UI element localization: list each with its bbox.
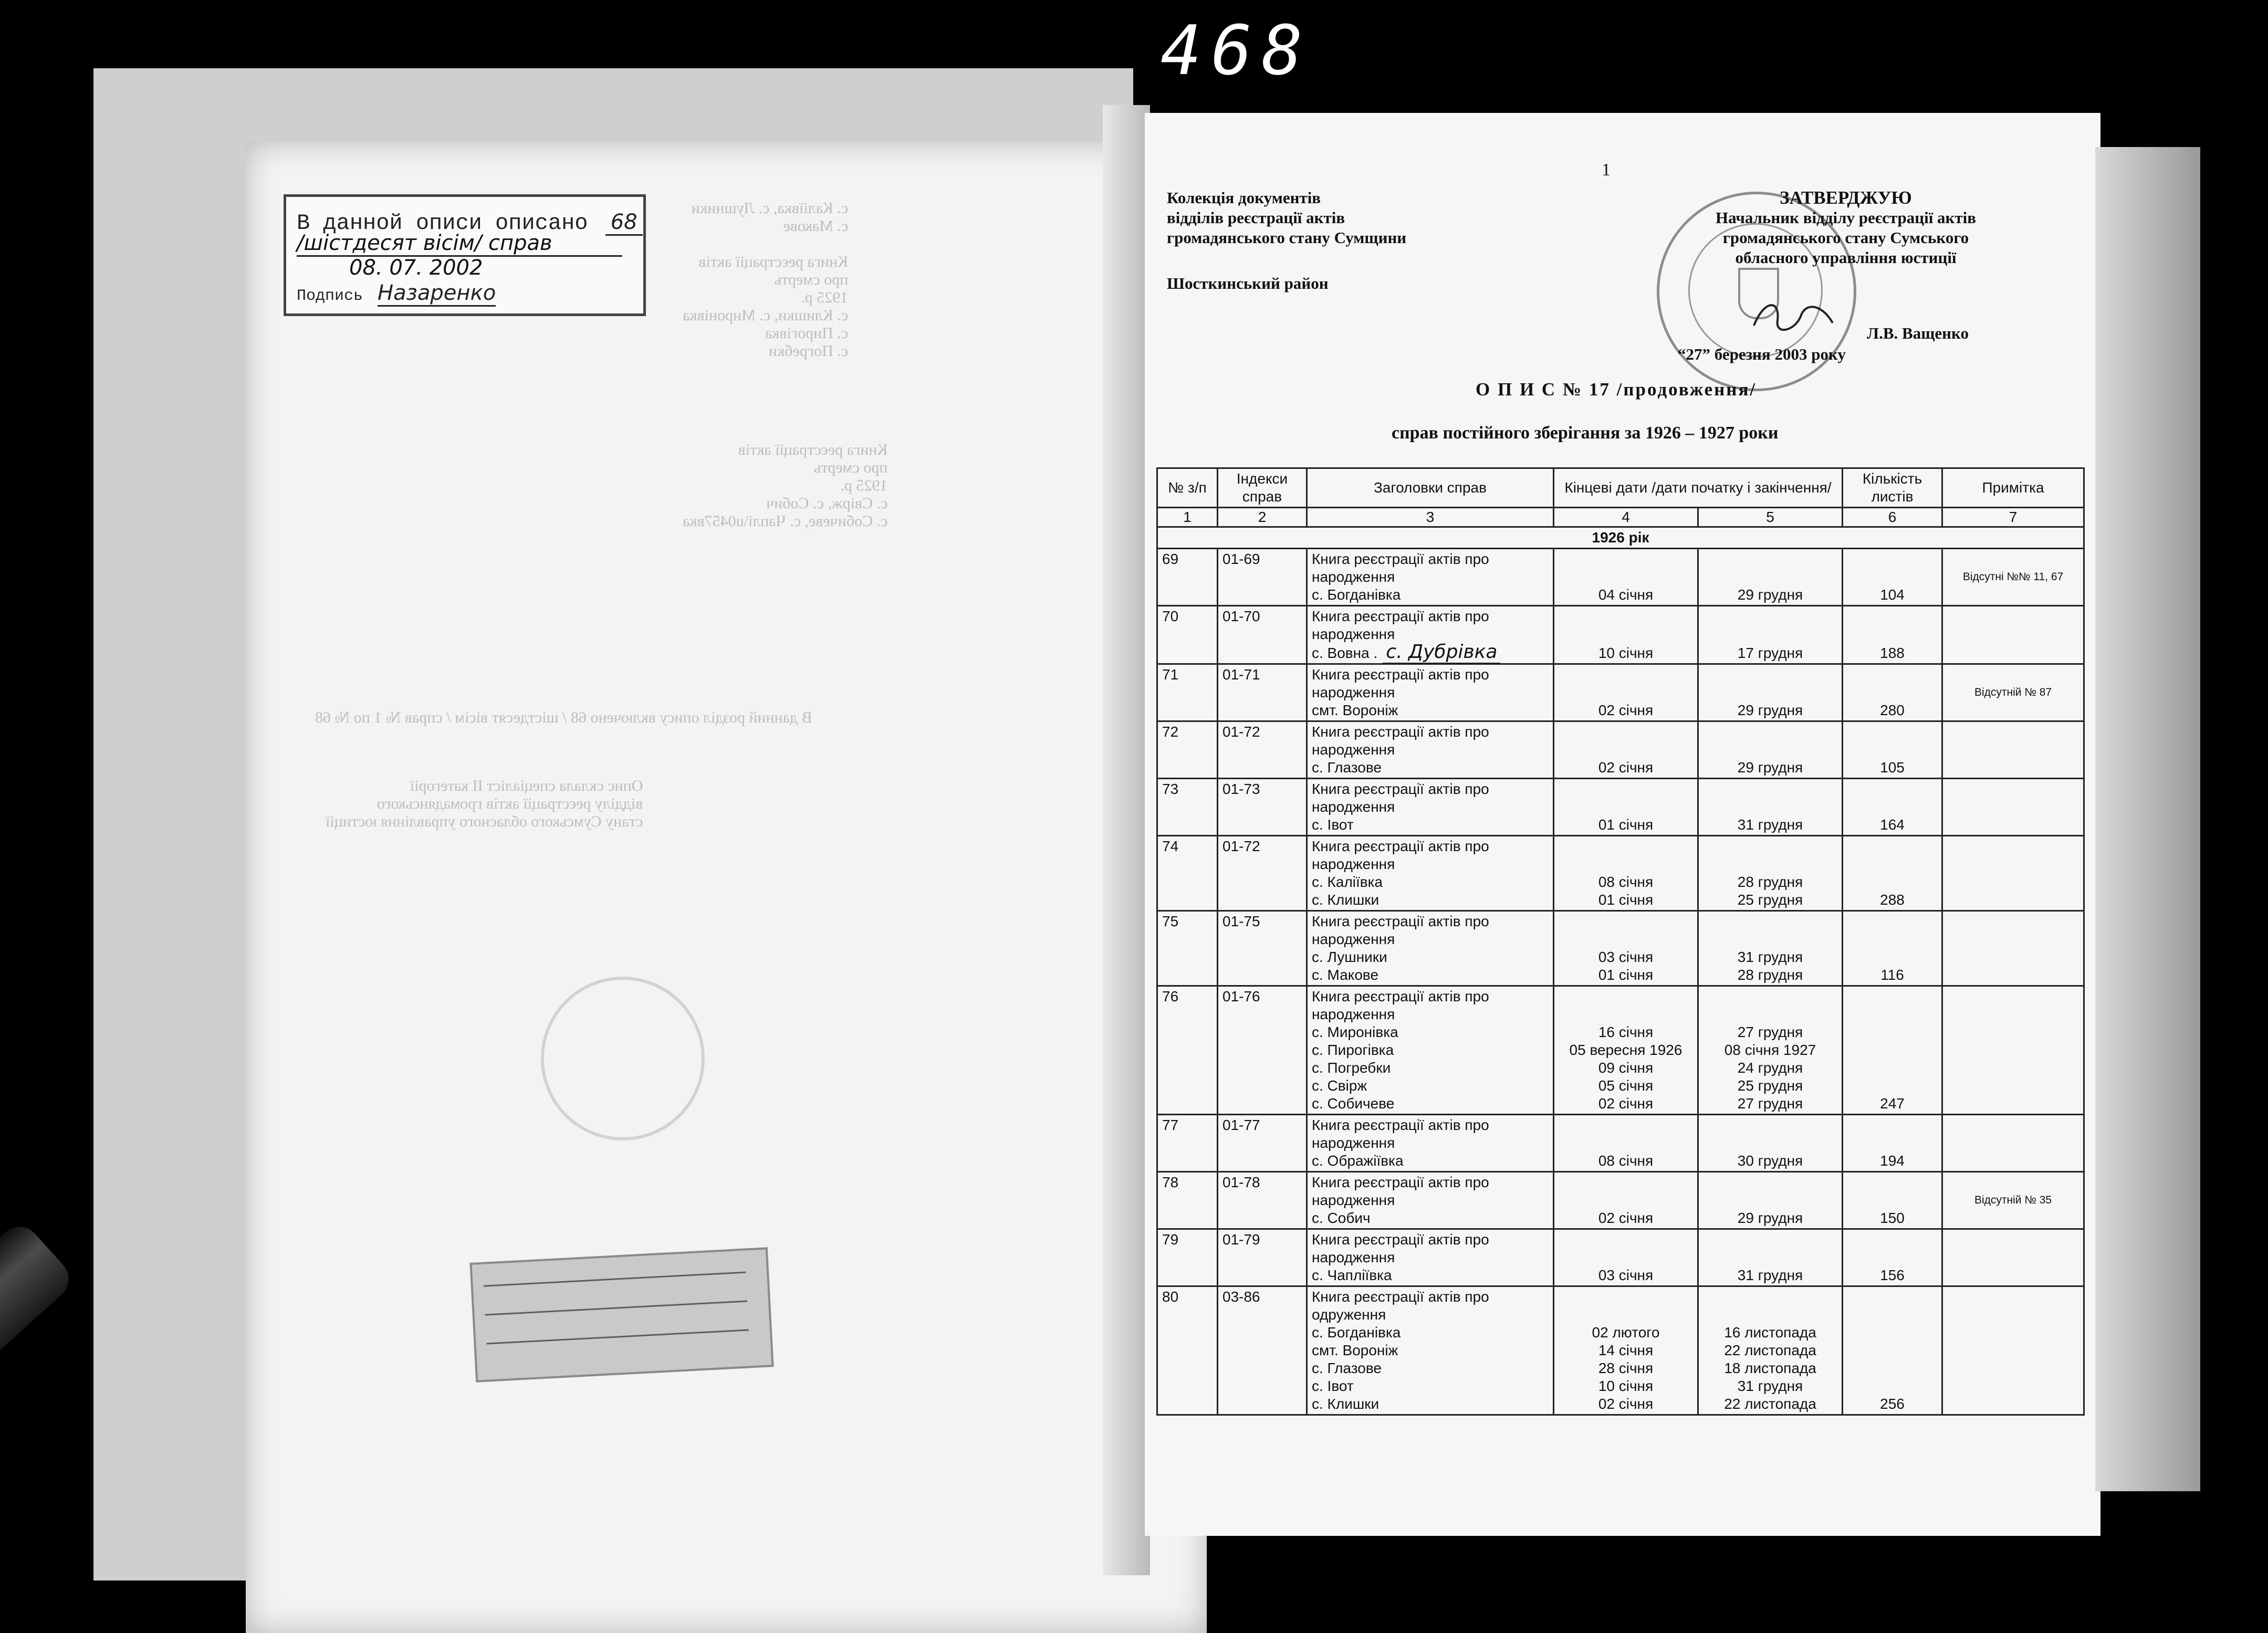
title-line: с. Пирогівка (1312, 1042, 1394, 1058)
row-title (1307, 1115, 1554, 1172)
row-sheet-count: 116 (1843, 911, 1942, 986)
row-sheet-count: 256 (1843, 1286, 1942, 1415)
row-index: 01-75 (1218, 911, 1307, 986)
title-line: Книга реєстрації актів про (1312, 838, 1489, 854)
row-end-dates (1698, 986, 1843, 1115)
approval-block (1680, 188, 2011, 268)
start-date: 03 січня (1598, 1267, 1654, 1283)
title-line: Книга реєстрації актів про (1312, 1117, 1489, 1133)
bleed-through-text: с. Каліївка, с. Лушники с. Макове Книга реєстрації актів про смерть 1925 р. с. Клишки, с. Миронівка с. Пирогівка с. Погребки (683, 200, 849, 360)
table-row (1157, 664, 2084, 721)
row-index: 01-79 (1218, 1229, 1307, 1286)
inventory-subtitle: справ постійного зберігання за 1926 – 1927 роки (1392, 423, 1779, 443)
row-note (1942, 1286, 2084, 1415)
title-line: народження (1312, 799, 1395, 815)
row-note (1942, 911, 2084, 986)
end-date: 28 грудня (1737, 874, 1803, 890)
end-date: 29 грудня (1737, 759, 1803, 776)
row-end-dates (1698, 664, 1843, 721)
row-start-dates (1554, 721, 1698, 779)
row-index: 03-86 (1218, 1286, 1307, 1415)
col-number: 1 (1157, 508, 1218, 527)
title-line: с. Івот (1312, 816, 1354, 833)
row-end-dates (1698, 836, 1843, 911)
row-number: 74 (1157, 836, 1218, 911)
title-line: с. Собич (1312, 1210, 1371, 1226)
page-edges (2095, 147, 2200, 1491)
row-title (1307, 549, 1554, 606)
row-index: 01-78 (1218, 1172, 1307, 1229)
start-date: 02 січня (1598, 1095, 1654, 1112)
col-number: 5 (1698, 508, 1843, 527)
bleed-through-text-4: Опис склала спеціаліст II категорії відділу реєстрації актів громадянського стану Сумського обласного управління юстиції (326, 777, 643, 830)
row-index: 01-70 (1218, 606, 1307, 664)
title-line: одруження (1312, 1306, 1386, 1323)
row-title (1307, 1286, 1554, 1415)
row-end-dates (1698, 1172, 1843, 1229)
title-line: с. Івот (1312, 1378, 1354, 1394)
end-date: 27 грудня (1737, 1095, 1803, 1112)
row-note (1942, 606, 2084, 664)
row-note: Відсутні №№ 11, 67 (1942, 549, 2084, 606)
title-line: с. Чапліївка (1312, 1267, 1392, 1283)
end-date: 16 листопада (1724, 1324, 1816, 1341)
title-line: с. Глазове (1312, 1360, 1382, 1376)
title-line: Книга реєстрації актів про (1312, 1289, 1489, 1305)
row-note (1942, 779, 2084, 836)
inventory-table (1156, 467, 2085, 1416)
row-index: 01-71 (1218, 664, 1307, 721)
stamp-signature: Назаренко (378, 281, 496, 307)
title-line: с. Ображіївка (1312, 1153, 1404, 1169)
start-date: 08 січня (1598, 874, 1654, 890)
row-title (1307, 986, 1554, 1115)
title-line: Книга реєстрації актів про (1312, 551, 1489, 567)
table-header-row (1157, 468, 2084, 508)
row-sheet-count: 247 (1843, 986, 1942, 1115)
start-date: 16 січня (1598, 1024, 1654, 1040)
row-sheet-count: 164 (1843, 779, 1942, 836)
start-date: 02 січня (1598, 702, 1654, 718)
title-line: Книга реєстрації актів про (1312, 724, 1489, 740)
approval-line: громадянського стану Сумського (1722, 228, 1969, 247)
stamp-rule (484, 1272, 746, 1287)
title-line: Книга реєстрації актів про (1312, 666, 1489, 683)
stamp-handwritten-date: 08. 07. 2002 (349, 256, 483, 280)
title-line: смт. Вороніж (1312, 1342, 1398, 1358)
start-date: 09 січня (1598, 1060, 1654, 1076)
row-end-dates (1698, 1286, 1843, 1415)
title-line: с. Богданівка (1312, 587, 1401, 603)
col-number: 4 (1554, 508, 1698, 527)
title-line: народження (1312, 1192, 1395, 1208)
row-start-dates (1554, 911, 1698, 986)
inventory-count-stamp (284, 194, 646, 316)
title-line: народження (1312, 684, 1395, 700)
start-date: 01 січня (1598, 816, 1654, 833)
bleed-through-text-2: Книга реєстрації актів про смерть 1925 р. с. Свірж, с. Собич с. Собичеве, с. Чаплі\u0457вка (683, 441, 888, 530)
title-line: народження (1312, 741, 1395, 758)
table-row (1157, 911, 2084, 986)
title-line: с. Богданівка (1312, 1324, 1401, 1341)
row-number: 78 (1157, 1172, 1218, 1229)
row-number: 70 (1157, 606, 1218, 664)
stamp-count: 68 (605, 210, 643, 236)
end-date: 31 грудня (1737, 1378, 1803, 1394)
header-index: Індекси справ (1218, 468, 1307, 508)
title-line: с. Миронівка (1312, 1024, 1398, 1040)
table-row (1157, 1115, 2084, 1172)
row-sheet-count: 288 (1843, 836, 1942, 911)
start-date: 10 січня (1598, 645, 1654, 661)
title-line: с. Погребки (1312, 1060, 1391, 1076)
table-row (1157, 1172, 2084, 1229)
stamp-signature-line (297, 281, 496, 305)
stamp-signature-label: Подпись (297, 287, 363, 305)
end-date: 29 грудня (1737, 587, 1803, 603)
title-line: с. Свірж (1312, 1077, 1367, 1094)
row-title (1307, 779, 1554, 836)
header-title: Заголовки справ (1307, 468, 1554, 508)
collection-line: відділів реєстрації актів (1167, 208, 1345, 227)
title-line: Книга реєстрації актів про (1312, 1231, 1489, 1248)
row-note (1942, 836, 2084, 911)
title-line: народження (1312, 856, 1395, 872)
title-line: народження (1312, 931, 1395, 947)
title-line: народження (1312, 1006, 1395, 1022)
title-line: с. Клишки (1312, 1396, 1379, 1412)
approval-line: обласного управління юстиції (1735, 248, 1957, 267)
page-number: 1 (1602, 160, 1611, 180)
col-number: 3 (1307, 508, 1554, 527)
title-line: с. Лушники (1312, 949, 1387, 965)
row-sheet-count: 194 (1843, 1115, 1942, 1172)
title-line: с. Глазове (1312, 759, 1382, 776)
collection-line: громадянського стану Сумщини (1167, 228, 1407, 247)
end-date: 24 грудня (1737, 1060, 1803, 1076)
row-start-dates (1554, 986, 1698, 1115)
row-number: 77 (1157, 1115, 1218, 1172)
header-count: Кількість листів (1843, 468, 1942, 508)
stamp-printed-text: В данной описи описано (297, 211, 588, 236)
row-index: 01-72 (1218, 836, 1307, 911)
start-date: 01 січня (1598, 892, 1654, 908)
start-date: 02 січня (1598, 1396, 1654, 1412)
approval-line: Начальник відділу реєстрації актів (1716, 208, 1976, 227)
start-date: 28 січня (1598, 1360, 1654, 1376)
start-date: 04 січня (1598, 587, 1654, 603)
handwritten-insertion: с. Дубрівка (1383, 641, 1500, 664)
end-date: 18 листопада (1724, 1360, 1816, 1376)
title-line: народження (1312, 569, 1395, 585)
row-start-dates (1554, 1286, 1698, 1415)
bleed-through-seal (541, 977, 705, 1140)
row-end-dates (1698, 606, 1843, 664)
title-line: с. Каліївка (1312, 874, 1383, 890)
approval-title: ЗАТВЕРДЖУЮ (1780, 187, 1912, 208)
row-index: 01-77 (1218, 1115, 1307, 1172)
table-row (1157, 549, 2084, 606)
row-sheet-count: 150 (1843, 1172, 1942, 1229)
col-number: 7 (1942, 508, 2084, 527)
row-note: Відсутній № 35 (1942, 1172, 2084, 1229)
header-no: № з/п (1157, 468, 1218, 508)
start-date: 01 січня (1598, 967, 1654, 983)
start-date: 08 січня (1598, 1153, 1654, 1169)
row-number: 72 (1157, 721, 1218, 779)
row-end-dates (1698, 721, 1843, 779)
approval-signer: Л.В. Ващенко (1867, 324, 1969, 342)
row-note: Відсутній № 87 (1942, 664, 2084, 721)
table-row (1157, 721, 2084, 779)
row-end-dates (1698, 1115, 1843, 1172)
end-date: 29 грудня (1737, 702, 1803, 718)
archive-stamp (469, 1247, 774, 1382)
row-start-dates (1554, 549, 1698, 606)
row-title (1307, 836, 1554, 911)
title-line: Книга реєстрації актів про (1312, 1174, 1489, 1190)
row-number: 80 (1157, 1286, 1218, 1415)
stamp-handwritten-count: /шістдесят вісім/ справ (297, 231, 622, 257)
row-sheet-count: 188 (1843, 606, 1942, 664)
row-note (1942, 986, 2084, 1115)
row-number: 71 (1157, 664, 1218, 721)
end-date: 28 грудня (1737, 967, 1803, 983)
row-number: 79 (1157, 1229, 1218, 1286)
title-line: Книга реєстрації актів про (1312, 913, 1489, 929)
row-index: 01-73 (1218, 779, 1307, 836)
district-name: Шосткинський район (1167, 274, 1329, 292)
title-line: Книга реєстрації актів про (1312, 608, 1489, 624)
row-start-dates (1554, 836, 1698, 911)
title-line: с. Собичеве (1312, 1095, 1395, 1112)
row-note (1942, 1115, 2084, 1172)
end-date: 31 грудня (1737, 949, 1803, 965)
approval-date: “27” березня 2003 року (1678, 345, 1846, 363)
row-note (1942, 721, 2084, 779)
inventory-title: О П И С № 17 /продовження/ (1476, 379, 1757, 400)
table-row (1157, 1229, 2084, 1286)
book-spine (1103, 105, 1150, 1575)
column-number-row (1157, 508, 2084, 527)
row-note (1942, 1229, 2084, 1286)
table-row (1157, 836, 2084, 911)
end-date: 27 грудня (1737, 1024, 1803, 1040)
year-row (1157, 527, 2084, 549)
left-page-sheet (246, 142, 1207, 1633)
table-row (1157, 1286, 2084, 1415)
header-note: Примітка (1942, 468, 2084, 508)
row-sheet-count: 105 (1843, 721, 1942, 779)
start-date: 10 січня (1598, 1378, 1654, 1394)
header-dates: Кінцеві дати /дати початку і закінчення/ (1554, 468, 1843, 508)
row-title (1307, 721, 1554, 779)
row-start-dates (1554, 1115, 1698, 1172)
end-date: 25 грудня (1737, 892, 1803, 908)
stamp-rule (485, 1300, 747, 1315)
title-line: смт. Вороніж (1312, 702, 1398, 718)
stamp-rule (486, 1329, 748, 1344)
col-number: 2 (1218, 508, 1307, 527)
end-date: 22 листопада (1724, 1342, 1816, 1358)
row-title (1307, 664, 1554, 721)
end-date: 30 грудня (1737, 1153, 1803, 1169)
start-date: 05 січня (1598, 1077, 1654, 1094)
row-end-dates (1698, 911, 1843, 986)
title-line: народження (1312, 626, 1395, 642)
title-line: Книга реєстрації актів про (1312, 988, 1489, 1004)
row-index: 01-72 (1218, 721, 1307, 779)
col-number: 6 (1843, 508, 1942, 527)
row-title (1307, 606, 1554, 664)
end-date: 22 листопада (1724, 1396, 1816, 1412)
end-date: 08 січня 1927 (1724, 1042, 1816, 1058)
title-line: с. Клишки (1312, 892, 1379, 908)
title-line: народження (1312, 1135, 1395, 1151)
table-row (1157, 606, 2084, 664)
row-start-dates (1554, 606, 1698, 664)
end-date: 17 грудня (1737, 645, 1803, 661)
row-number: 73 (1157, 779, 1218, 836)
row-title (1307, 911, 1554, 986)
row-start-dates (1554, 1229, 1698, 1286)
archive-number: 468 (1161, 11, 1312, 90)
start-date: 14 січня (1598, 1342, 1654, 1358)
row-title (1307, 1229, 1554, 1286)
end-date: 25 грудня (1737, 1077, 1803, 1094)
start-date: 02 січня (1598, 759, 1654, 776)
row-number: 75 (1157, 911, 1218, 986)
row-index: 01-76 (1218, 986, 1307, 1115)
end-date: 31 грудня (1737, 816, 1803, 833)
start-date: 02 січня (1598, 1210, 1654, 1226)
row-sheet-count: 280 (1843, 664, 1942, 721)
row-number: 69 (1157, 549, 1218, 606)
end-date: 29 грудня (1737, 1210, 1803, 1226)
row-start-dates (1554, 664, 1698, 721)
row-number: 76 (1157, 986, 1218, 1115)
bleed-through-text-3: В данний розділ опису включено 68 / шістдесят вісім / справ № 1 по № 68 (315, 709, 812, 726)
row-end-dates (1698, 549, 1843, 606)
handwritten-signature (1749, 294, 1838, 341)
row-end-dates (1698, 1229, 1843, 1286)
title-line: Книга реєстрації актів про (1312, 781, 1489, 797)
row-index: 01-69 (1218, 549, 1307, 606)
end-date: 31 грудня (1737, 1267, 1803, 1283)
start-date: 05 вересня 1926 (1569, 1042, 1682, 1058)
table-row (1157, 779, 2084, 836)
row-title (1307, 1172, 1554, 1229)
row-start-dates (1554, 779, 1698, 836)
row-sheet-count: 156 (1843, 1229, 1942, 1286)
year-label: 1926 рік (1157, 527, 2084, 549)
row-start-dates (1554, 1172, 1698, 1229)
row-sheet-count: 104 (1843, 549, 1942, 606)
row-end-dates (1698, 779, 1843, 836)
inventory-body (1157, 549, 2084, 1415)
start-date: 03 січня (1598, 949, 1654, 965)
collection-header (1167, 188, 1406, 248)
title-line: с. Вовна . (1312, 645, 1378, 661)
collection-line: Колекція документів (1167, 189, 1321, 207)
start-date: 02 лютого (1592, 1324, 1660, 1341)
title-line: с. Макове (1312, 967, 1379, 983)
title-line: народження (1312, 1249, 1395, 1265)
pen-object (0, 1218, 77, 1569)
table-row (1157, 986, 2084, 1115)
